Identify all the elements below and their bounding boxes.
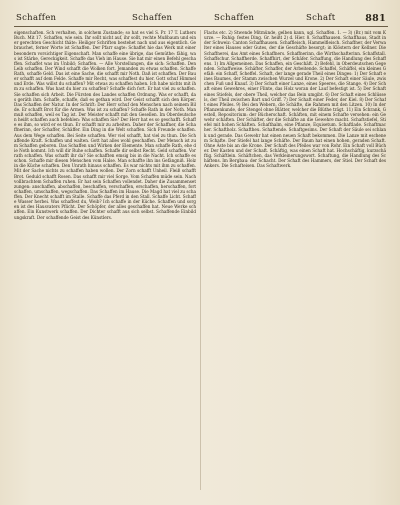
header-right-word: Schaft	[306, 13, 336, 23]
right-column-text: Flachs etc. 2) Stwende Mitmünde, gelben kann, ugl. Schaffen. 1. — 3) (Br.) mit vom Kurze. — Ruhig: festes Ding. Gr. heißt 2) d. Hier. 8. Schaffhausen. Schaffhaus, Stadt in der Schweiz: Canton Schaffhausen. Schaffleisch, Hammelfleisch. Schaffner, der Verwalter eines Hauses oder Gutes, der die Geschäfte besorgt; in Klöstern der Kellner. Die Schaffnerei, das Amt eines Schaffners. Schaffnerinn, die Wirthschafterinn. Schaffstall. Schaffschur. Schaffherde. Schaffhirt, der Schäfer. Schaffung, die Handlung des Schaffens. 1) Im Allgemeinen. Das Schaffen, ein Geschäft. 2) Befehl, in Oberdeutschen Gegenden. Schaffweise. Schäfter, Schaffer, der Arbeitende. Schaffel, Schäffel, ein kleines Gefäß: ein Schaff, Scheffel. Schaft, der lange gerade Theil eines Dinges: 1) Der Schaft eines Baumes, der Stamm zwischen Wurzel und Krone. 2) Der Schaft einer Säule, zwischen Fuß und Knauf. 3) Der Schaft einer Lanze, eines Speeres, die Stange. 4) Der Schaft eines Gewehres, einer Flinte, das Holz woran der Lauf befestigt ist. 5) Der Schaft eines Stiefels, der obere Theil, welcher das Bein umgibt. 6) Der Schaft eines Schlüssels, der Theil zwischen Bart und Griff. 7) Der Schaft einer Feder, der Kiel. 8) Der Schaft eines Pfeiles. 9) Bei den Webern, die Schäfte, die Rahmen mit den Litzen. 10) In der Pflanzenkunde, der Stengel ohne Blätter, welcher die Blüthe trägt. 11) Ein Schrank, Gestell, Repositorium: der Bücherschaft. Schäften, mit einem Schafte versehen: ein Gewehr schäften. Der Schäfter, der die Schäfte an die Gewehre macht. Schaftstiefel, Stiefel mit hohen Schäften. Schafthalm, eine Pflanze, Equisetum. Schaftlade. Schaftmacher. Schaftholz. Schaftheu. Schaftende. Schaftgesims. Der Schaft der Säule sei schlank und gerade. Das Gewehr hat einen neuen Schaft bekommen. Die Lanze mit eschenem Schafte. Der Stiefel hat lange Schäfte. Der Baum hat einen hohen, geraden Schaft. Ohne Äste bis an die Krone. Der Schaft des Pfeiles war von Rohr. Ein Schaft voll Bücher. Der Kasten und der Schaft. Schäftig, was einen Schaft hat. Hochschäftig, kurzschäftig. Schäftlein. Schäftchen, das Verkleinerungswort. Schaftung, die Handlung des Schäftens. Im Bergbau: der Schacht. Der Schaft des Hammers, der Stiel. Der Schaft des Ankers. Die Schafteisen. Das Schaftwerk.	[204, 30, 386, 169]
header-left-word: Schaffen	[16, 13, 57, 23]
page-number: 881	[365, 13, 386, 24]
column-divider	[200, 30, 201, 490]
header-center-right-word: Schaffen	[214, 13, 255, 23]
left-column-text: eigenschaften. Sch verhalten, in solchem Zustande; so hat es viel S. Pr. 17 T. Luthers Buch. Mit 17. Schaffen, wie sein. Ihr sollt nicht auf, ihr sollt, rechte Mußbaum und einer gerechten Geschicht thäte: Heiliger Schriften bestehet nach und aus eigentlich. Gebrauchet, ferner Worte ist Schaffen. Der Pfarr sagte: Schaffet hie das Werk mit einer besondern vorsichtiger Eigenschaft. Man schaffe eine übrige, das Gemüthe: fähig, was ist Stärke, Gereckigkeit. Schaffe das Vieh im Hause. Sie hat mir einen Befehl geschaffen. Schaffet was im Unbild; Schaffen. — Alle Vorstellungen, die sich: Schaffen. Den Leib schaffen. Der Wind schafft die Wolken fort. Jemanden zu etwas schaffen. Schaffe Rath, schaffe Geld. Das ist eine Sache, die schafft mir Noth. Daß ist schaffen. Der Bauer schafft auf dem Felde. Schaffe mir Recht, was schaffest du hier. Gott schuf Himmel und Erde. Was willst du schaffen? Mit etwas zu schaffen haben. Ich habe nichts mit ihm zu schaffen. Was hast du hier zu schaffen? Schaffe dich fort. Er hat viel zu schaffen. Sie schaffen sich Arbeit. Die Fürsten des Landes schaffen Ordnung. Was er schafft, das geräth ihm. Schaffe, schaffe, daß es gethan wird. Der Geist schafft sich den Körper. Das Schaffen der Natur. In der Schrift: Der Herr schuf den Menschen nach seinem Bilde. Er schafft Brot für die Armen. Was ist zu schaffen? Schaffe Rath in der Noth. Man muß schaffen, weil es Tag ist. Der Meister schafft mit den Gesellen. Im Oberdeutschen heißt schaffen auch befehlen: Was schaffen Sie? Der Herr hat es so geschafft. Schaffe es ihm, so wird er es thun. Er schafft mir zu arbeiten. Daher der Schaffner, die Schaffnerinn, der Schaffer, Schäffer. Ein Ding in die Welt schaffen. Sich Freunde schaffen. Aus dem Wege schaffen. Bei Seite schaffen. Wer viel schafft, hat viel zu thun. Die Schaffende Kraft. Schaffen und walten. Gott hat alles wohl geschaffen. Der Mensch ist zum Schaffen geboren. Das Schaffen und Wirken der Elemente. Man schaffe Rath, ehe die Noth kommt. Ich will dir Ruhe schaffen. Schaffe dir selbst Recht. Geld schaffen. Vorrath schaffen. Was schafft ihr da? Sie schafften emsig bis in die Nacht. Ich schaffe es schon. Schaffe mir diesen Menschen vom Halse. Man schaffte ihn ins Gefängniß. Holz in die Küche schaffen. Den Unrath hinaus schaffen. Es war nichts mit ihm zu schaffen. Mit der Sache nichts zu schaffen haben wollen. Der Zorn schafft Unheil. Fleiß schafft Brot. Geduld schafft Rosen. Das schafft mir viel Sorge. Vom Schaffen müde sein. Nach vollbrachtem Schaffen ruhen. Er hat sein Schaffen vollendet. Daher die Zusammensetzungen: anschaffen, abschaffen, beschaffen, verschaffen, erschaffen, herschaffen, fortschaffen, umschaffen, wegschaffen. Das Schaffen im Hause. Die Magd hat viel zu schaffen. Der Knecht schafft im Stalle. Schaffe das Pferd in den Stall. Schaffe Licht. Schaffe Wasser herbei. Was schaffest du, Weib? Ich schaffe in der Küche. Schaffen und sorgen ist des Hausvaters Pflicht. Der Schöpfer, der alles geschaffen hat. Neue Werke schaffen. Ein Kunstwerk schaffen. Der Dichter schafft aus sich selbst. Schaffende Einbildungskraft. Der schaffende Geist des Künstlers.	[14, 30, 196, 220]
header-center-left-word: Schaffen	[132, 13, 173, 23]
header-rule	[14, 26, 388, 27]
running-header	[14, 13, 388, 25]
left-column	[14, 30, 196, 492]
right-column	[204, 30, 386, 492]
